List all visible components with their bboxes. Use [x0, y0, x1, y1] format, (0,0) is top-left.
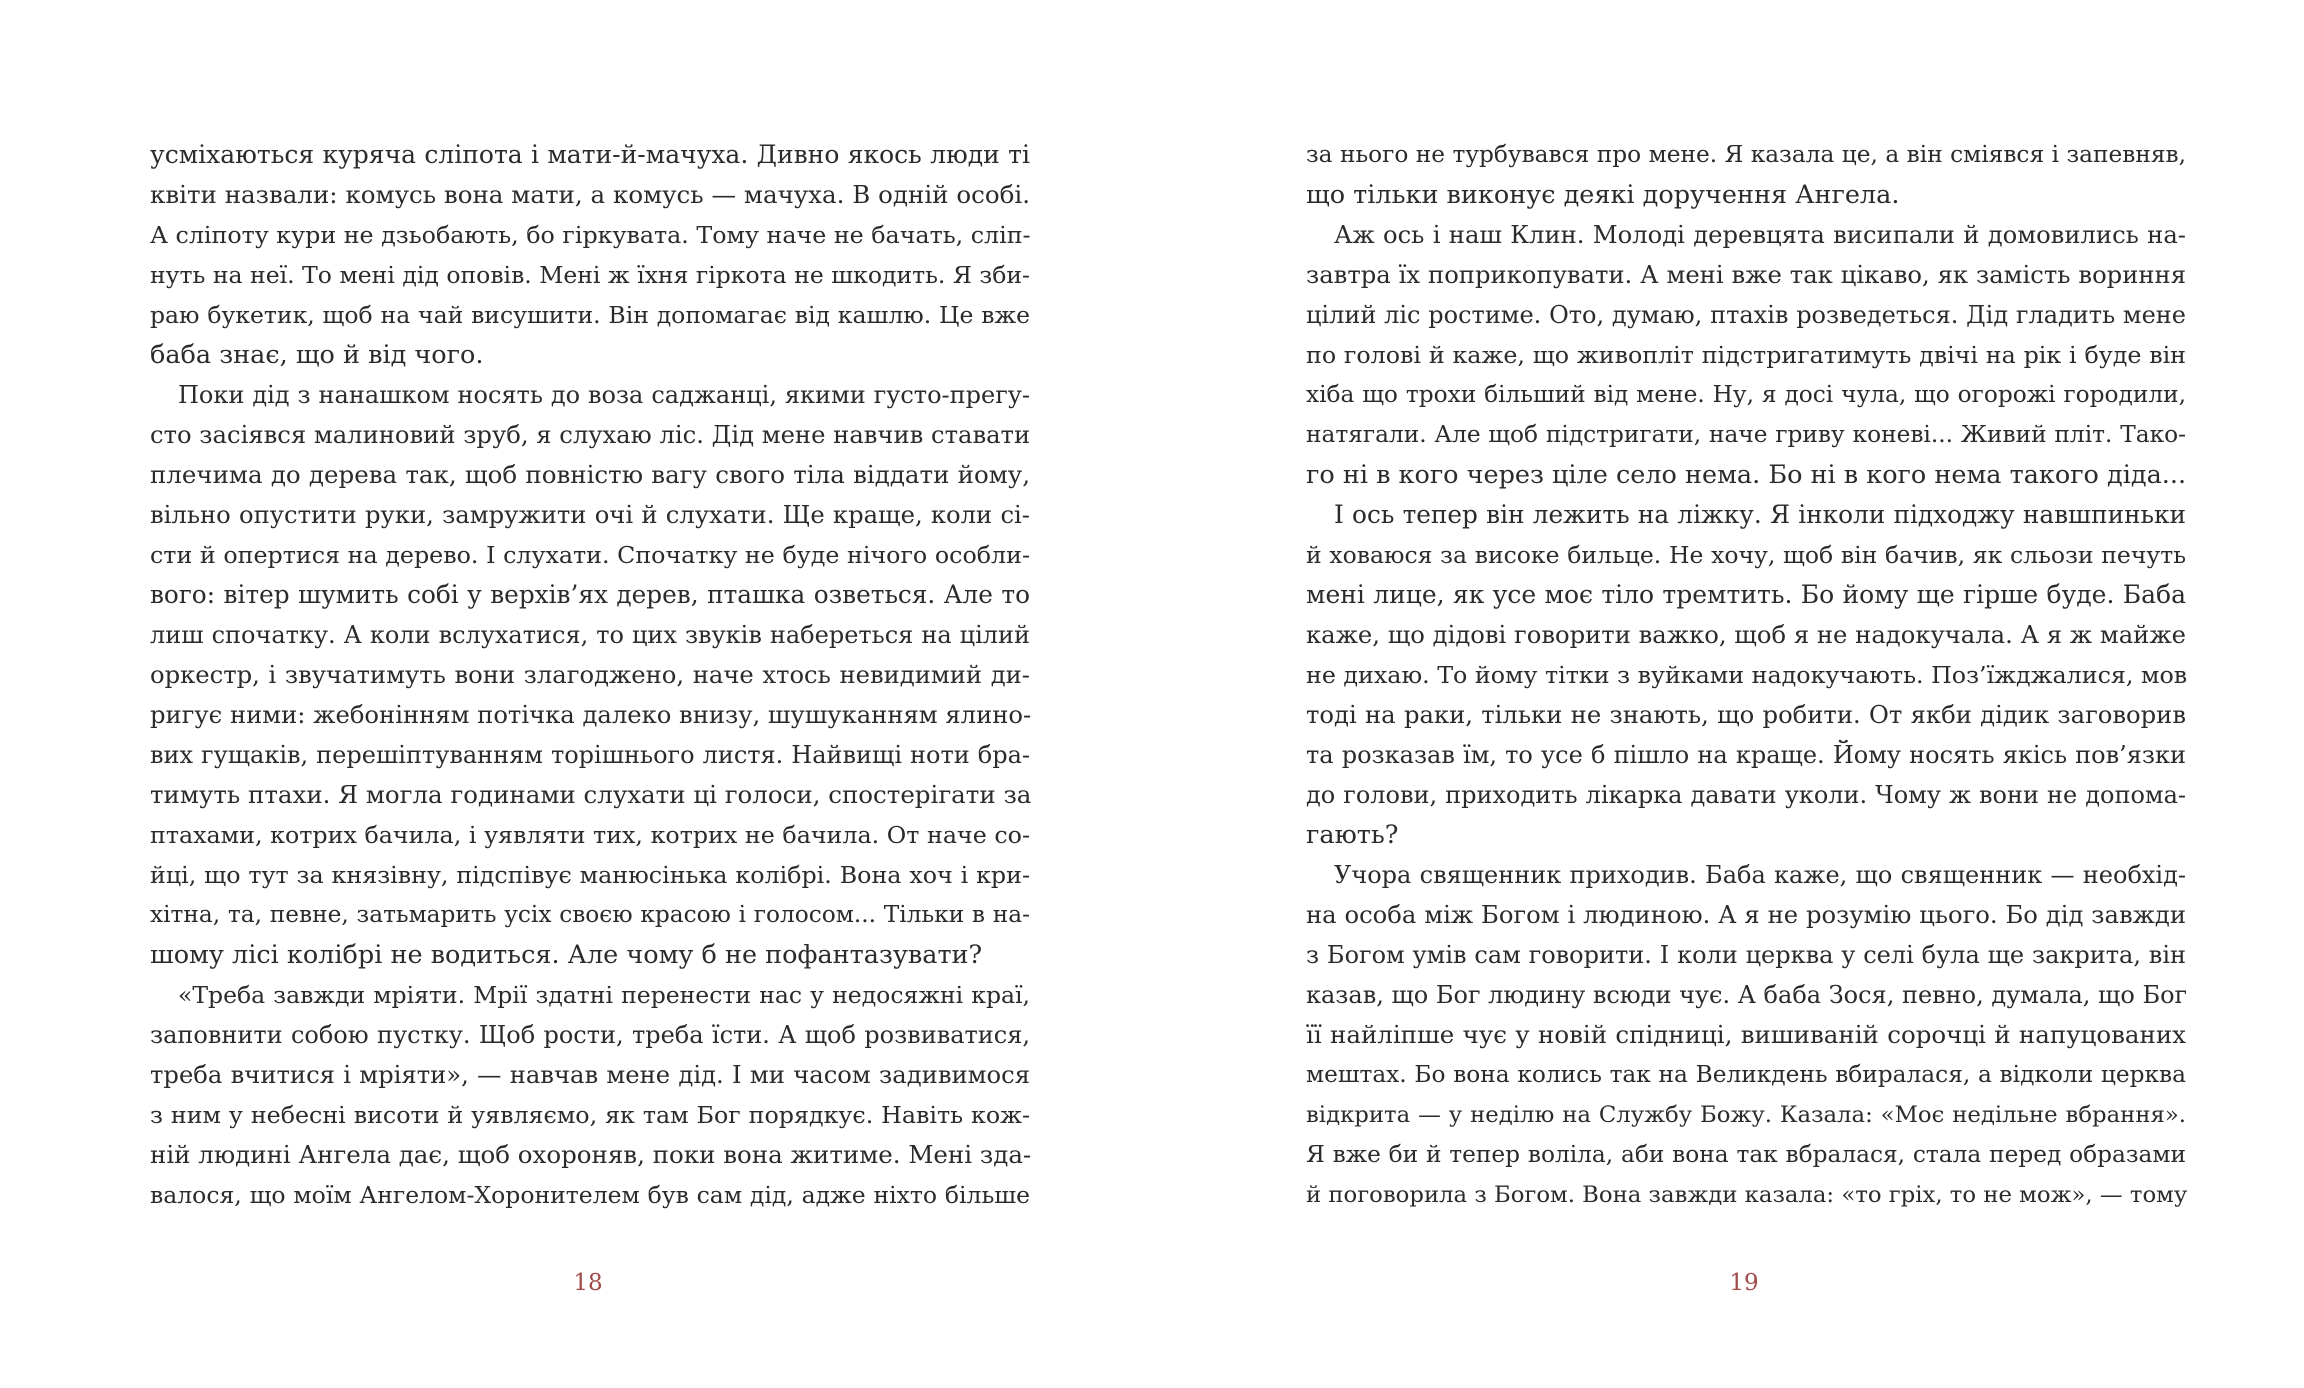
- text-line: ригує ними: жебонінням потічка далеко внизу, шушуканням ялино-: [150, 700, 1032, 729]
- right-page-body: [1306, 135, 2186, 1215]
- text-line: й ховаюся за високе бильце. Не хочу, щоб він бачив, як сльози печуть: [1306, 541, 2186, 569]
- text-line: відкрита — у неділю на Службу Божу. Казала: «Моє недільне вбрання».: [1306, 1102, 2186, 1128]
- text-line: її найліпше чує у новій спідниці, вишиваній сорочці й напуцованих: [1306, 1020, 2186, 1049]
- text-line: раю букетик, щоб на чай висушити. Він допомагає від кашлю. Це вже: [150, 301, 1030, 329]
- text-line: тоді на раки, тільки не знають, що робити. От якби дідик заговорив: [1306, 700, 2186, 729]
- text-line: «Треба завжди мріяти. Мрії здатні перенести нас у недосяжні краї,: [178, 981, 1030, 1009]
- text-line: го ні в кого через ціле село нема. Бо ні в кого нема такого діда...: [1306, 460, 2187, 490]
- text-line: плечима до дерева так, щоб повністю вагу свого тіла віддати йому,: [150, 460, 1030, 489]
- text-line: й поговорила з Богом. Вона завжди казала: «то гріх, то не мож», — тому: [1306, 1182, 2188, 1208]
- text-line: тимуть птахи. Я могла годинами слухати ці голоси, спостерігати за: [150, 780, 1032, 809]
- text-line: квіти назвали: комусь вона мати, а комусь — мачуха. В одній особі.: [150, 180, 1030, 209]
- text-line: Учора священник приходив. Баба каже, що священник — необхід-: [1334, 861, 2186, 889]
- text-line: натягали. Але щоб підстригати, наче гриву коневі... Живий пліт. Тако-: [1306, 421, 2186, 448]
- text-line: І ось тепер він лежить на ліжку. Я інколи підходжу навшпиньки: [1334, 500, 2186, 529]
- left-page-body: [150, 135, 1030, 1215]
- text-line: з Богом умів сам говорити. І коли церква у селі була ще закрита, він: [1306, 941, 2186, 969]
- text-line: хіба що трохи більший від мене. Ну, я досі чула, що огорожі городили,: [1306, 381, 2186, 408]
- text-line: що тільки виконує деякі доручення Ангела.: [1306, 180, 1900, 210]
- text-line: не дихаю. То йому тітки з вуйками надокучають. Поз’їжджалися, мов: [1306, 661, 2188, 689]
- text-line: сти й опертися на дерево. І слухати. Спочатку не буде нічого особли-: [150, 541, 1030, 569]
- text-line: валося, що моїм Ангелом-Хоронителем був сам дід, адже ніхто більше: [150, 1181, 1030, 1209]
- text-line: вільно опустити руки, замружити очі й слухати. Ще краще, коли сі-: [150, 500, 1030, 529]
- text-line: до голови, приходить лікарка давати уколи. Чому ж вони не допома-: [1306, 781, 2186, 809]
- text-line: та розказав їм, то усе б пішло на краще. Йому носять якісь пов’язки: [1306, 741, 2186, 769]
- text-line: завтра їх поприкопувати. А мені вже так цікаво, як замість вориння: [1306, 260, 2186, 289]
- text-line: на особа між Богом і людиною. А я не розумію цього. Бо дід завжди: [1306, 900, 2186, 929]
- text-line: каже, що дідові говорити важко, щоб я не надокучала. А я ж майже: [1306, 620, 2186, 649]
- text-line: шому лісі колібрі не водиться. Але чому б не пофантазувати?: [150, 940, 983, 970]
- text-line: йці, що тут за князівну, підспівує манюсінька колібрі. Вона хоч і кри-: [150, 861, 1030, 889]
- text-line: треба вчитися і мріяти», — навчав мене дід. І ми часом задивимося: [150, 1060, 1030, 1089]
- text-line: сто засіявся малиновий зруб, я слухаю ліс. Дід мене навчив ставати: [150, 420, 1031, 449]
- text-line: А сліпоту кури не дзьобають, бо гіркувата. Тому наче не бачать, сліп-: [150, 221, 1031, 249]
- text-line: оркестр, і звучатимуть вони злагоджено, наче хтось невидимий ди-: [150, 660, 1030, 689]
- text-line: вих гущаків, перешіптуванням торішнього листя. Найвищі ноти бра-: [150, 741, 1030, 769]
- left-page-number: 18: [573, 1270, 603, 1296]
- text-line: птахами, котрих бачила, і уявляти тих, котрих не бачила. От наче со-: [150, 821, 1030, 849]
- right-page-number: 19: [1729, 1270, 1759, 1296]
- text-line: Поки дід з нанашком носять до воза саджанці, якими густо-прегу-: [178, 381, 1030, 409]
- text-line: по голові й каже, що живопліт підстригатимуть двічі на рік і буде він: [1306, 341, 2186, 369]
- text-line: з ним у небесні висоти й уявляємо, як там Бог порядкує. Навіть кож-: [150, 1101, 1030, 1129]
- text-line: ній людині Ангела дає, щоб охороняв, поки вона житиме. Мені зда-: [150, 1140, 1032, 1169]
- text-line: гають?: [1306, 820, 1399, 850]
- text-line: мештах. Бо вона колись так на Великдень вбиралася, а відколи церква: [1306, 1061, 2186, 1088]
- text-line: мені лице, як усе моє тіло тремтить. Бо йому ще гірше буде. Баба: [1306, 580, 2186, 609]
- text-line: хітна, та, певне, затьмарить усіх своєю красою і голосом... Тільки в на-: [150, 901, 1030, 928]
- text-line: за нього не турбувався про мене. Я казала це, а він сміявся і запевняв,: [1306, 141, 2186, 168]
- text-line: усміхаються куряча сліпота і мати-й-мачуха. Дивно якось люди ті: [150, 140, 1030, 169]
- text-line: Аж ось і наш Клин. Молоді деревцята висипали й домовились на-: [1334, 220, 2186, 249]
- text-line: цілий ліс ростиме. Ото, думаю, птахів розведеться. Дід гладить мене: [1306, 301, 2186, 329]
- text-line: Я вже би й тепер воліла, аби вона так вбралася, стала перед образами: [1306, 1141, 2186, 1168]
- text-line: баба знає, що й від чого.: [150, 340, 484, 370]
- text-line: нуть на неї. То мені дід оповів. Мені ж їхня гіркота не шкодить. Я зби-: [150, 261, 1030, 289]
- text-line: лиш спочатку. А коли вслухатися, то цих звуків набереться на цілий: [150, 621, 1030, 649]
- text-line: казав, що Бог людину всюди чує. А баба Зося, певно, думала, що Бог: [1306, 981, 2188, 1009]
- text-line: заповнити собою пустку. Щоб рости, треба їсти. А щоб розвиватися,: [150, 1021, 1030, 1049]
- text-line: вого: вітер шумить собі у верхів’ях дерев, пташка озветься. Але то: [150, 580, 1030, 609]
